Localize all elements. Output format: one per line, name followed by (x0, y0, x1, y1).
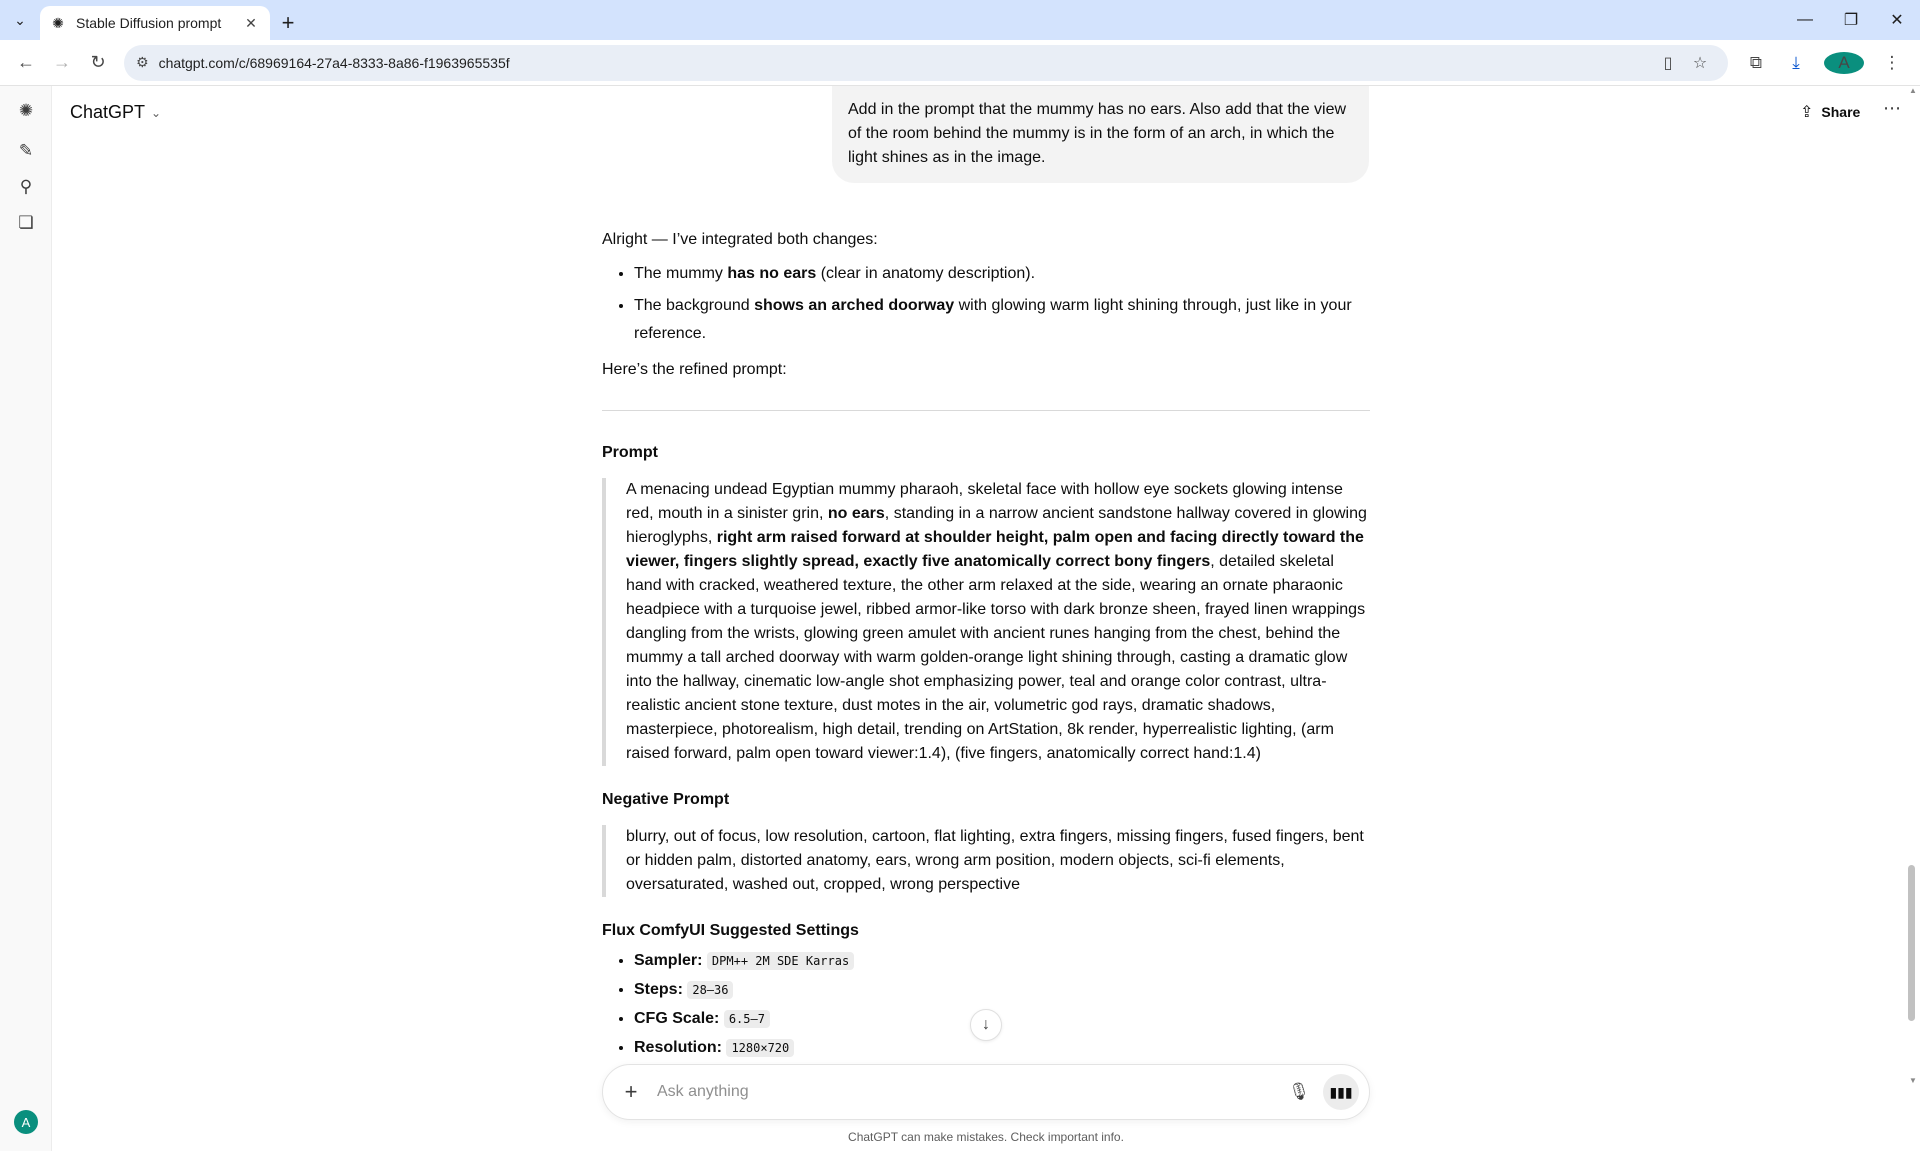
restore-icon[interactable]: ❐ (1843, 12, 1859, 29)
page-icon[interactable]: ▯ (1663, 54, 1673, 72)
user-avatar[interactable]: A (14, 1110, 38, 1134)
address-bar[interactable] (124, 45, 1728, 81)
browser-toolbar (0, 40, 1920, 86)
voice-mode-icon[interactable]: ▮▮▮ (1323, 1074, 1359, 1110)
new-tab-button[interactable]: + (281, 10, 295, 35)
forward-button[interactable]: → (53, 52, 71, 72)
list-item: • CFG Scale: 6.5–7 (634, 1005, 1370, 1033)
window-controls (1782, 0, 1920, 40)
window-close-icon[interactable]: ✕ (1890, 12, 1904, 29)
browser-tab[interactable] (40, 6, 270, 40)
browser-tab-bar (0, 0, 1920, 40)
chatgpt-favicon-icon: ✺ (52, 14, 64, 31)
list-item: • The background shows an arched doorway with glowing warm light shining through, just like in your reference. (634, 292, 1370, 348)
more-options-icon[interactable]: ⋯ (1883, 98, 1901, 118)
scroll-down-arrow-icon[interactable]: ▼ (1909, 1076, 1917, 1085)
prompt-input[interactable] (657, 1083, 1281, 1101)
scroll-to-bottom-button[interactable]: ↓ (970, 1009, 1002, 1041)
assistant-intro: Alright — I’ve integrated both changes: (602, 231, 878, 248)
tab-title: Stable Diffusion prompt (76, 15, 222, 31)
download-icon[interactable]: ⤓ (1792, 52, 1800, 72)
changes-list (602, 260, 1370, 348)
scroll-up-arrow-icon[interactable]: ▲ (1909, 86, 1917, 95)
prompt-blockquote: A menacing undead Egyptian mummy pharaoh, skeletal face with hollow eye sockets glowing intense red, mouth in a sinister grin, no ears, standing in a narrow ancient sandstone hallway covered in glowing hieroglyphs, right arm raised forward at shoulder height, palm open and facing directly toward the viewer, fingers slightly spread, exactly five anatomically correct bony fingers, detailed skeletal hand with cracked, weathered texture, the other arm relaxed at the side, wearing an ornate pharaonic headpiece with a turquoise jewel, ribbed armor-like torso with dark bronze sheen, frayed linen wrappings dangling from the wrists, glowing green amulet with ancient runes hanging from the chest, behind the mummy a tall arched doorway with warm golden-orange light shining through, casting a dramatic glow into the hallway, cinematic low-angle shot emphasizing power, teal and orange color contrast, ultra-realistic ancient stone texture, dust motes in the air, volumetric god rays, dramatic shadows, masterpiece, photorealism, high detail, trending on ArtStation, 8k render, hyperrealistic lighting, (arm raised forward, palm open toward viewer:1.4), (five fingers, anatomically correct hand:1.4) (602, 478, 1370, 766)
refined-label: Here’s the refined prompt: (602, 361, 787, 378)
tab-close-icon[interactable]: ✕ (245, 14, 257, 31)
composer (602, 1064, 1370, 1120)
sidebar-rail (0, 86, 52, 1151)
list-item: • Steps: 28–36 (634, 976, 1370, 1004)
prompt-heading: Prompt (602, 444, 658, 461)
openai-logo-icon[interactable]: ✺ (18, 101, 34, 120)
disclaimer: ChatGPT can make mistakes. Check important info. (848, 1130, 1124, 1144)
share-icon: ⇪ (1800, 104, 1814, 121)
microphone-icon[interactable]: 🎙 (1288, 1082, 1310, 1101)
library-icon[interactable]: ❏ (18, 213, 34, 232)
settings-heading: Flux ComfyUI Suggested Settings (602, 922, 859, 939)
add-attachment-icon[interactable]: + (624, 1079, 638, 1104)
assistant-message (602, 228, 1370, 1072)
divider (602, 410, 1370, 411)
new-chat-icon[interactable]: ✎ (18, 141, 34, 160)
tab-search-chevron-icon[interactable]: ⌄ (14, 11, 26, 28)
search-icon[interactable]: ⚲ (19, 177, 33, 196)
settings-list (602, 947, 1370, 1062)
minimize-icon[interactable]: — (1797, 11, 1813, 28)
app-title: ChatGPT (70, 102, 146, 122)
reload-button[interactable]: ↻ (90, 52, 106, 72)
site-info-icon[interactable]: ⚙ (136, 54, 149, 70)
list-item: • Sampler: DPM++ 2M SDE Karras (634, 947, 1370, 975)
url-text[interactable]: chatgpt.com/c/68969164-27a4-8333-8a86-f1963965535f (158, 54, 510, 71)
negative-prompt-blockquote: blurry, out of focus, low resolution, cartoon, flat lighting, extra fingers, missing fingers, fused fingers, bent or hidden palm, distorted anatomy, ears, wrong arm position, modern objects, sci-fi elements, oversaturated, washed out, cropped, wrong perspective (602, 825, 1370, 897)
extensions-icon[interactable]: ⧉ (1749, 52, 1763, 72)
chatgpt-app (0, 86, 1920, 1151)
back-button[interactable]: ← (17, 52, 35, 72)
browser-menu-icon[interactable]: ⋮ (1883, 52, 1901, 72)
user-message: Add in the prompt that the mummy has no ears. Also add that the view of the room behind the mummy is in the form of an arch, in which the light shines as in the image. (832, 86, 1369, 183)
profile-avatar[interactable]: A (1824, 52, 1864, 74)
share-button[interactable] (1800, 102, 1860, 122)
scrollbar-thumb[interactable] (1908, 865, 1915, 1021)
list-item: • The mummy has no ears (clear in anatomy description). (634, 260, 1370, 288)
bookmark-star-icon[interactable]: ☆ (1692, 54, 1708, 72)
chevron-down-icon: ⌄ (151, 105, 162, 120)
negative-prompt-heading: Negative Prompt (602, 791, 730, 808)
share-label: Share (1821, 104, 1861, 120)
model-selector[interactable] (70, 102, 161, 123)
list-item: • Resolution: 1280×720 (634, 1034, 1370, 1062)
